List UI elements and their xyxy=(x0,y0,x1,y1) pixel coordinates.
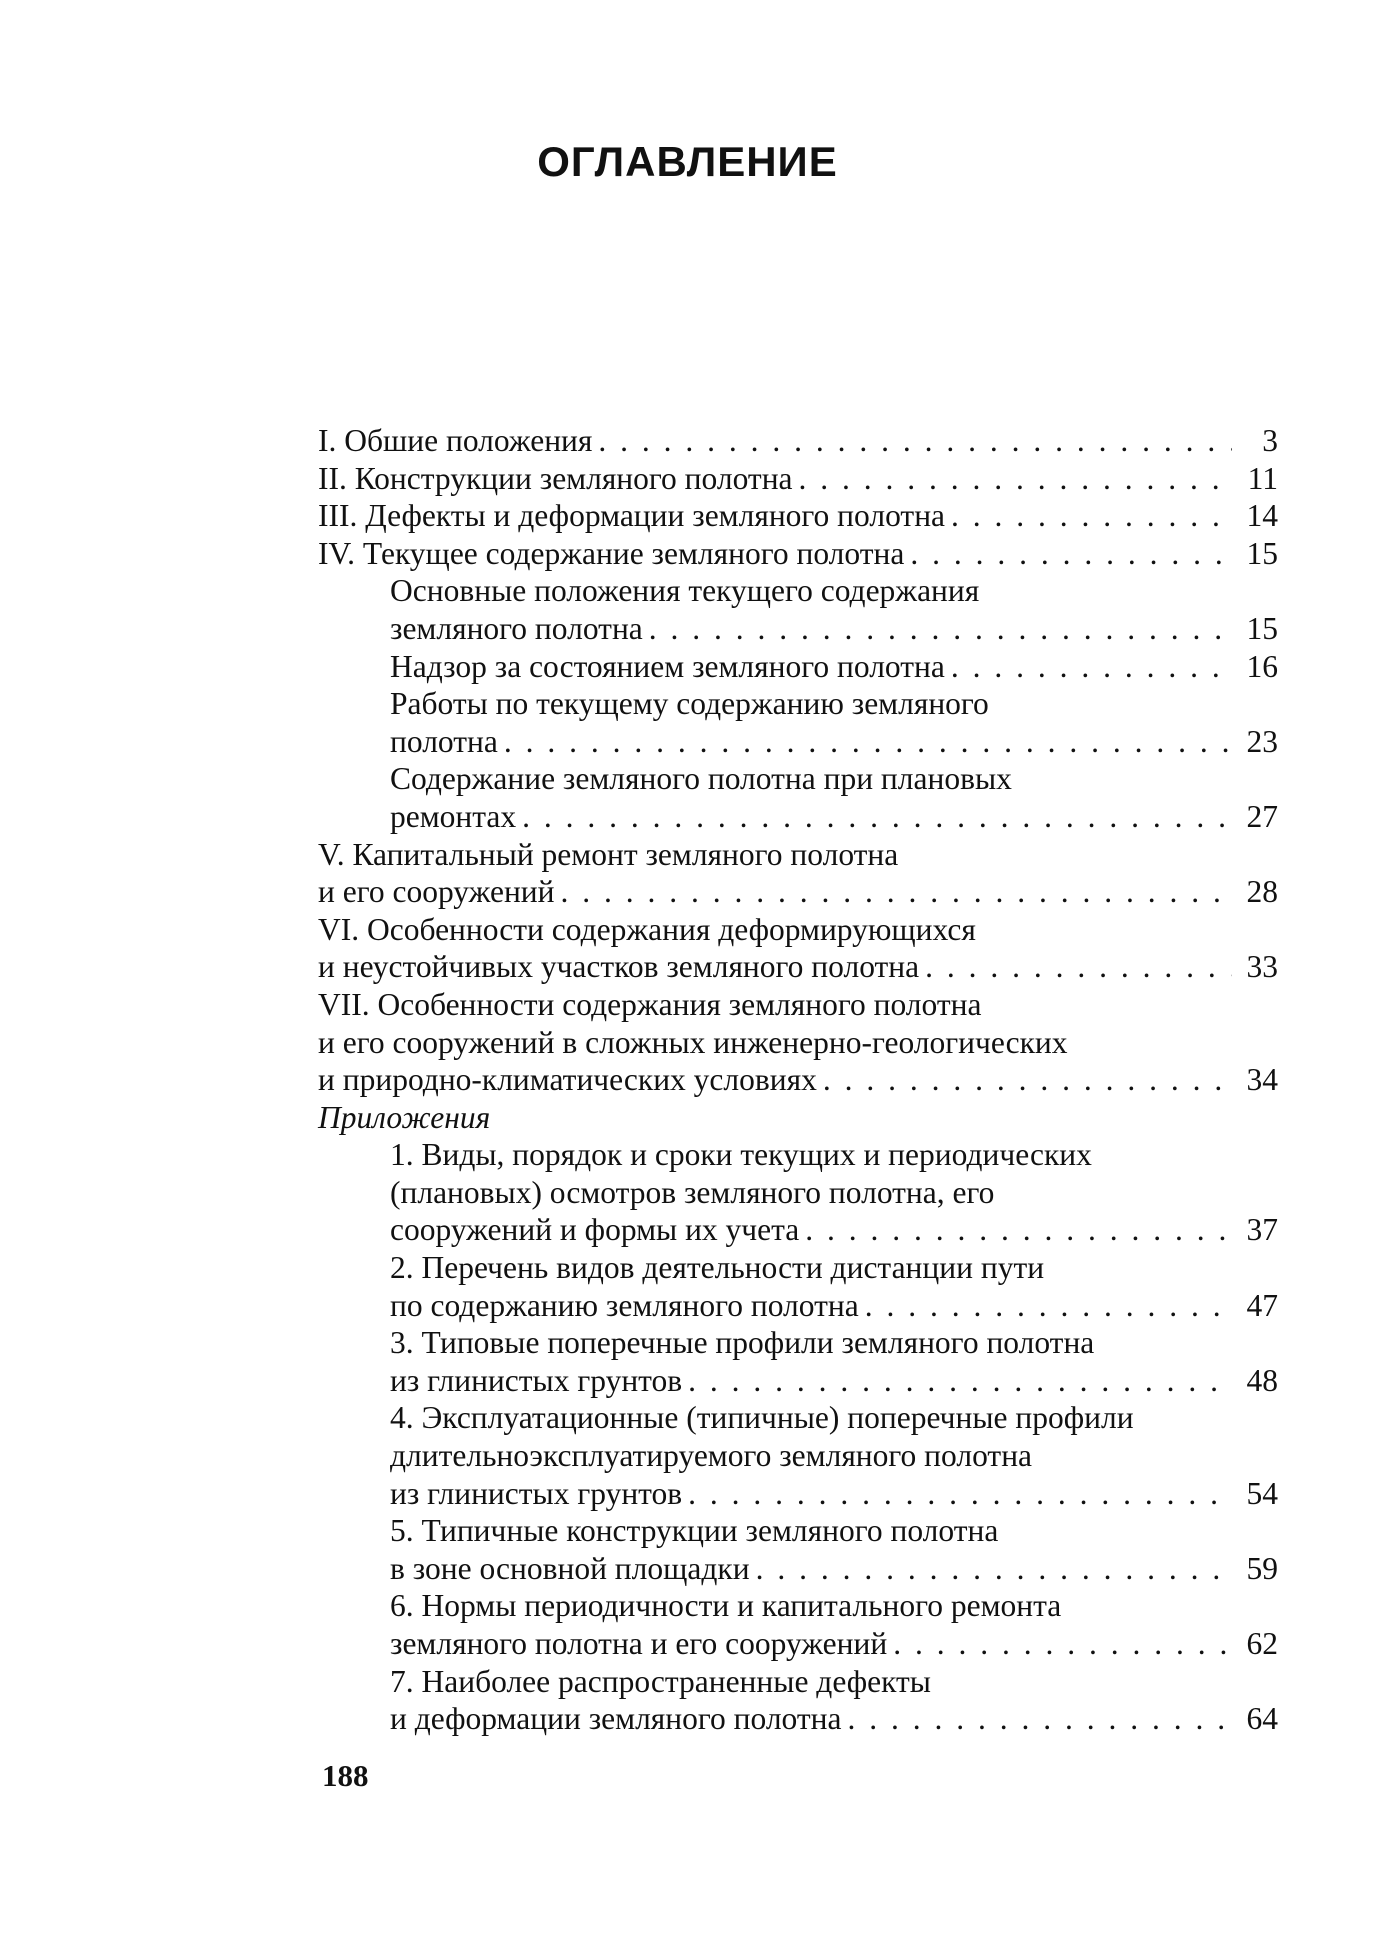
toc-page-number: 23 xyxy=(1246,723,1278,759)
dot-leader xyxy=(688,1362,1232,1400)
toc-entry-title: из глинистых грунтов xyxy=(390,1475,683,1511)
dot-leader xyxy=(504,723,1232,761)
dot-leader xyxy=(756,1550,1232,1588)
toc-entry-line: 6. Нормы периодичности и капитального ремонта xyxy=(390,1588,1062,1624)
toc-entry-line: 3. Типовые поперечные профили земляного полотна xyxy=(390,1325,1095,1361)
toc-entry-title: Надзор за состоянием земляного полотна xyxy=(390,648,945,684)
toc-entry-line: 4. Эксплуатационные (типичные) поперечные профили xyxy=(390,1400,1134,1436)
toc-page-number: 28 xyxy=(1246,874,1278,910)
dot-leader xyxy=(951,648,1232,686)
toc-entry[interactable] xyxy=(318,1362,1278,1400)
toc-entry-line: 7. Наиболее распространенные дефекты xyxy=(390,1663,931,1699)
toc-entry-title: и деформации земляного полотна xyxy=(390,1701,842,1737)
toc-page-number: 15 xyxy=(1246,535,1278,571)
page-number: 188 xyxy=(322,1758,369,1793)
toc-entry-line: (плановых) осмотров земляного полотна, его xyxy=(390,1174,995,1210)
dot-leader xyxy=(848,1700,1233,1738)
toc-entry-title: сооружений и формы их учета xyxy=(390,1212,800,1248)
toc-entry[interactable] xyxy=(318,873,1278,911)
dot-leader xyxy=(522,798,1232,836)
dot-leader xyxy=(823,1061,1232,1099)
toc-page-number: 34 xyxy=(1246,1062,1278,1098)
toc-entry-line: V. Капитальный ремонт земляного полотна xyxy=(318,836,899,872)
toc-page-number: 14 xyxy=(1246,498,1278,534)
toc-entry[interactable] xyxy=(318,1287,1278,1325)
toc-entry[interactable] xyxy=(318,1625,1278,1663)
dot-leader xyxy=(561,873,1232,911)
dot-leader xyxy=(910,535,1232,573)
toc-page-number: 64 xyxy=(1246,1701,1278,1737)
toc-entry[interactable] xyxy=(318,1550,1278,1588)
dot-leader xyxy=(598,422,1232,460)
toc-entry-title: и природно-климатических условиях xyxy=(318,1062,817,1098)
dot-leader xyxy=(865,1287,1232,1325)
toc-section-heading: Приложения xyxy=(318,1099,491,1135)
dot-leader xyxy=(925,948,1232,986)
toc-page-number: 37 xyxy=(1246,1212,1278,1248)
toc-page-number: 15 xyxy=(1246,610,1278,646)
toc-entry[interactable] xyxy=(318,497,1278,535)
toc-entry-line: VII. Особенности содержания земляного полотна xyxy=(318,986,982,1022)
toc-page-number: 16 xyxy=(1246,648,1278,684)
toc-entry[interactable] xyxy=(318,1475,1278,1513)
toc-entry[interactable] xyxy=(318,610,1278,648)
toc-entry-line: VI. Особенности содержания деформирующихся xyxy=(318,911,976,947)
toc-entry-title: по содержанию земляного полотна xyxy=(390,1287,859,1323)
toc-entry-title: II. Конструкции земляного полотна xyxy=(318,460,793,496)
toc-entry[interactable] xyxy=(318,948,1278,986)
toc-entry-title: и неустойчивых участков земляного полотна xyxy=(318,949,920,985)
toc-entry[interactable] xyxy=(318,798,1278,836)
toc-entry-line: длительноэксплуатируемого земляного полотна xyxy=(390,1438,1033,1474)
toc-page-number: 59 xyxy=(1246,1550,1278,1586)
dot-leader xyxy=(951,497,1232,535)
toc-page-number: 54 xyxy=(1246,1475,1278,1511)
toc-page-number: 3 xyxy=(1262,423,1278,458)
toc-entry[interactable] xyxy=(318,1211,1278,1249)
toc-entry[interactable] xyxy=(318,723,1278,761)
toc-entry[interactable] xyxy=(318,422,1278,460)
toc-entry[interactable] xyxy=(318,1700,1278,1738)
toc-page-number: 27 xyxy=(1246,798,1278,834)
toc-entry-line: Работы по текущему содержанию земляного xyxy=(390,686,989,722)
toc-page-number: 48 xyxy=(1246,1362,1278,1398)
toc-entry-title: ремонтах xyxy=(390,798,517,834)
dot-leader xyxy=(893,1625,1232,1663)
dot-leader xyxy=(805,1211,1232,1249)
toc-entry-title: в зоне основной площадки xyxy=(390,1550,750,1586)
toc-entry-title: земляного полотна и его сооружений xyxy=(390,1626,888,1661)
toc-page-number: 47 xyxy=(1246,1287,1278,1323)
toc-entry-line: 2. Перечень видов деятельности дистанции пути xyxy=(390,1250,1045,1286)
toc-entry[interactable] xyxy=(318,460,1278,498)
toc-entry-line: и его сооружений в сложных инженерно-геологических xyxy=(318,1024,1068,1060)
toc-page-number: 33 xyxy=(1246,949,1278,985)
toc-entry-title: земляного полотна xyxy=(390,610,643,646)
toc-page-number: 11 xyxy=(1247,460,1278,496)
toc-entry-line: Содержание земляного полотна при плановых xyxy=(390,761,1012,797)
dot-leader xyxy=(799,460,1232,498)
dot-leader xyxy=(688,1475,1232,1513)
table-of-contents xyxy=(318,422,1278,1738)
toc-entry-title: IV. Текущее содержание земляного полотна xyxy=(318,535,905,571)
toc-entry-title: из глинистых грунтов xyxy=(390,1362,683,1398)
toc-page-number: 62 xyxy=(1246,1626,1278,1661)
toc-entry-title: полотна xyxy=(390,723,498,759)
toc-entry-title: и его сооружений xyxy=(318,874,555,910)
toc-entry-title: I. Обшие положения xyxy=(318,423,593,458)
toc-entry-title: III. Дефекты и деформации земляного полотна xyxy=(318,498,946,534)
toc-entry[interactable] xyxy=(318,648,1278,686)
toc-entry[interactable] xyxy=(318,535,1278,573)
toc-entry-line: 1. Виды, порядок и сроки текущих и периодических xyxy=(390,1137,1092,1173)
toc-entry-line: 5. Типичные конструкции земляного полотна xyxy=(390,1513,999,1549)
dot-leader xyxy=(649,610,1232,648)
page-title: ОГЛАВЛЕНИЕ xyxy=(537,138,838,185)
toc-entry[interactable] xyxy=(318,1061,1278,1099)
toc-entry-line: Основные положения текущего содержания xyxy=(390,573,980,609)
